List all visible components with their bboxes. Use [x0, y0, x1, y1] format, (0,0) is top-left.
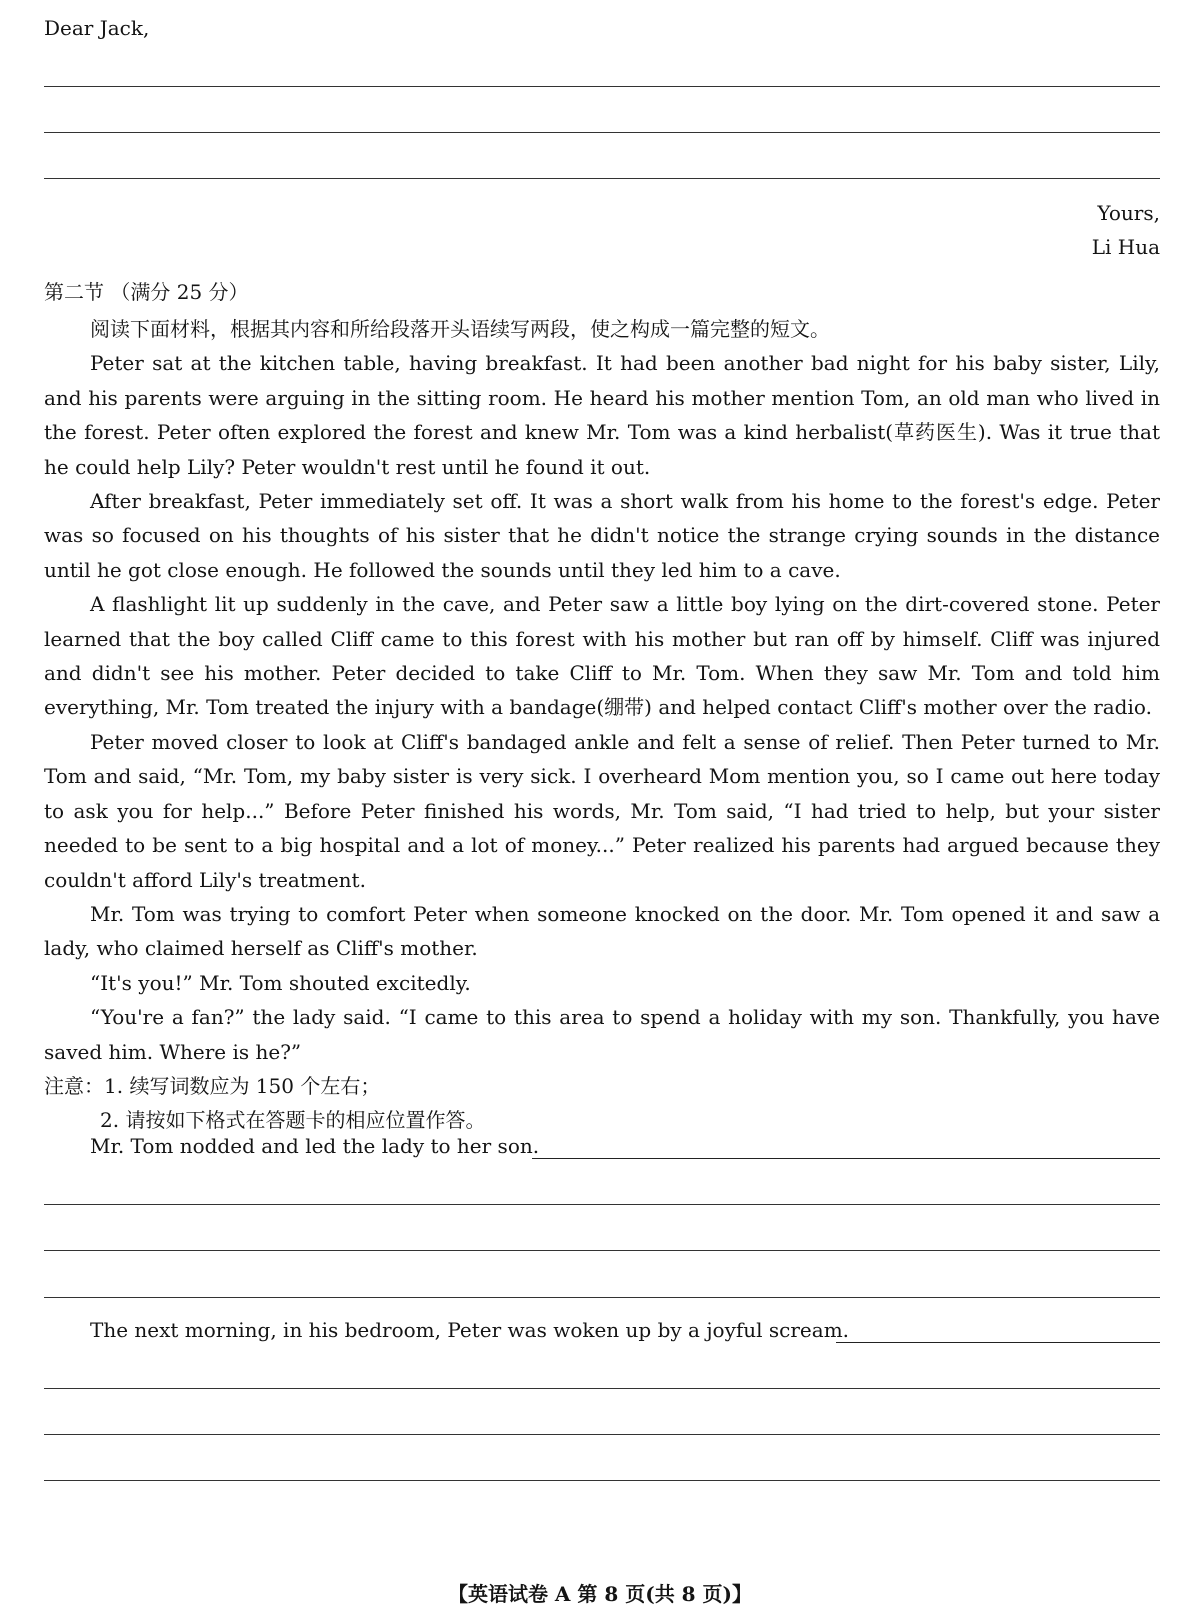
letter-signature: Li Hua: [1091, 235, 1160, 259]
passage-paragraph: After breakfast, Peter immediately set off. It was a short walk from his home to the forest's edge. Peter was so focused on his thoughts of his sister that he didn't notice the strange crying sounds in the distance until he got close enough. He followed the sounds until they led him to a cave.: [44, 489, 1160, 582]
answer-line[interactable]: [44, 1204, 1160, 1205]
note-line-2: 2. 请按如下格式在答题卡的相应位置作答。: [100, 1108, 486, 1133]
paragraph-opener-1: Mr. Tom nodded and led the lady to her son.: [90, 1134, 540, 1158]
answer-blank[interactable]: [836, 1342, 1160, 1343]
passage-paragraph: Peter moved closer to look at Cliff's bandaged ankle and felt a sense of relief. Then Peter turned to Mr. Tom and said, “Mr. Tom, my baby sister is very sick. I overheard Mom mention you, so I came out here today to ask you for help...” Before Peter finished his words, Mr. Tom said, “I had tried to help, but your sister needed to be sent to a big hospital and a lot of money...” Peter realized his parents had argued because they couldn't afford Lily's treatment.: [44, 729, 1160, 892]
passage-paragraph: “You're a fan?” the lady said. “I came to this area to spend a holiday with my son. Thankfully, you have saved him. Where is he?”: [44, 1005, 1160, 1064]
writing-line: [44, 132, 1160, 133]
writing-line: [44, 178, 1160, 179]
passage-paragraph: A flashlight lit up suddenly in the cave, and Peter saw a little boy lying on the dirt-covered stone. Peter learned that the boy called Cliff came to this forest with his mother but ran off by himself. Cliff was injured and didn't see his mother. Peter decided to take Cliff to Mr. Tom. When they saw Mr. Tom and told him everything, Mr. Tom treated the injury with a bandage(绷带) and helped contact Cliff's mother over the radio.: [44, 592, 1160, 720]
section-title: 第二节 （满分 25 分）: [44, 280, 249, 304]
letter-closing: Yours,: [1097, 201, 1160, 225]
passage-paragraph: Mr. Tom was trying to comfort Peter when someone knocked on the door. Mr. Tom opened it and saw a lady, who claimed herself as Cliff's mother.: [44, 901, 1160, 961]
answer-blank[interactable]: [532, 1158, 1160, 1159]
answer-line[interactable]: [44, 1388, 1160, 1389]
answer-line[interactable]: [44, 1434, 1160, 1435]
reading-passage: [44, 312, 1160, 1138]
note-line-1: 注意：1. 续写词数应为 150 个左右；: [44, 1073, 381, 1098]
passage-paragraph: Peter sat at the kitchen table, having breakfast. It had been another bad night for his baby sister, Lily, and his parents were arguing in the sitting room. He heard his mother mention Tom, an old man who lived in the forest. Peter often explored the forest and knew Mr. Tom was a kind herbalist(草药医生). Was it true that he could help Lily? Peter wouldn't rest until he found it out.: [44, 351, 1160, 479]
letter-signoff: [1092, 196, 1160, 264]
answer-line[interactable]: [44, 1480, 1160, 1481]
letter-salutation: Dear Jack,: [44, 16, 150, 40]
writing-line: [44, 86, 1160, 87]
passage-paragraph: “It's you!” Mr. Tom shouted excitedly.: [90, 970, 471, 995]
paragraph-opener-2: The next morning, in his bedroom, Peter was woken up by a joyful scream.: [90, 1318, 850, 1342]
answer-line[interactable]: [44, 1250, 1160, 1251]
instruction: 阅读下面材料，根据其内容和所给段落开头语续写两段，使之构成一篇完整的短文。: [90, 317, 830, 341]
answer-line[interactable]: [44, 1297, 1160, 1298]
page-footer: 【英语试卷 A 第 8 页(共 8 页)】: [447, 1582, 753, 1606]
